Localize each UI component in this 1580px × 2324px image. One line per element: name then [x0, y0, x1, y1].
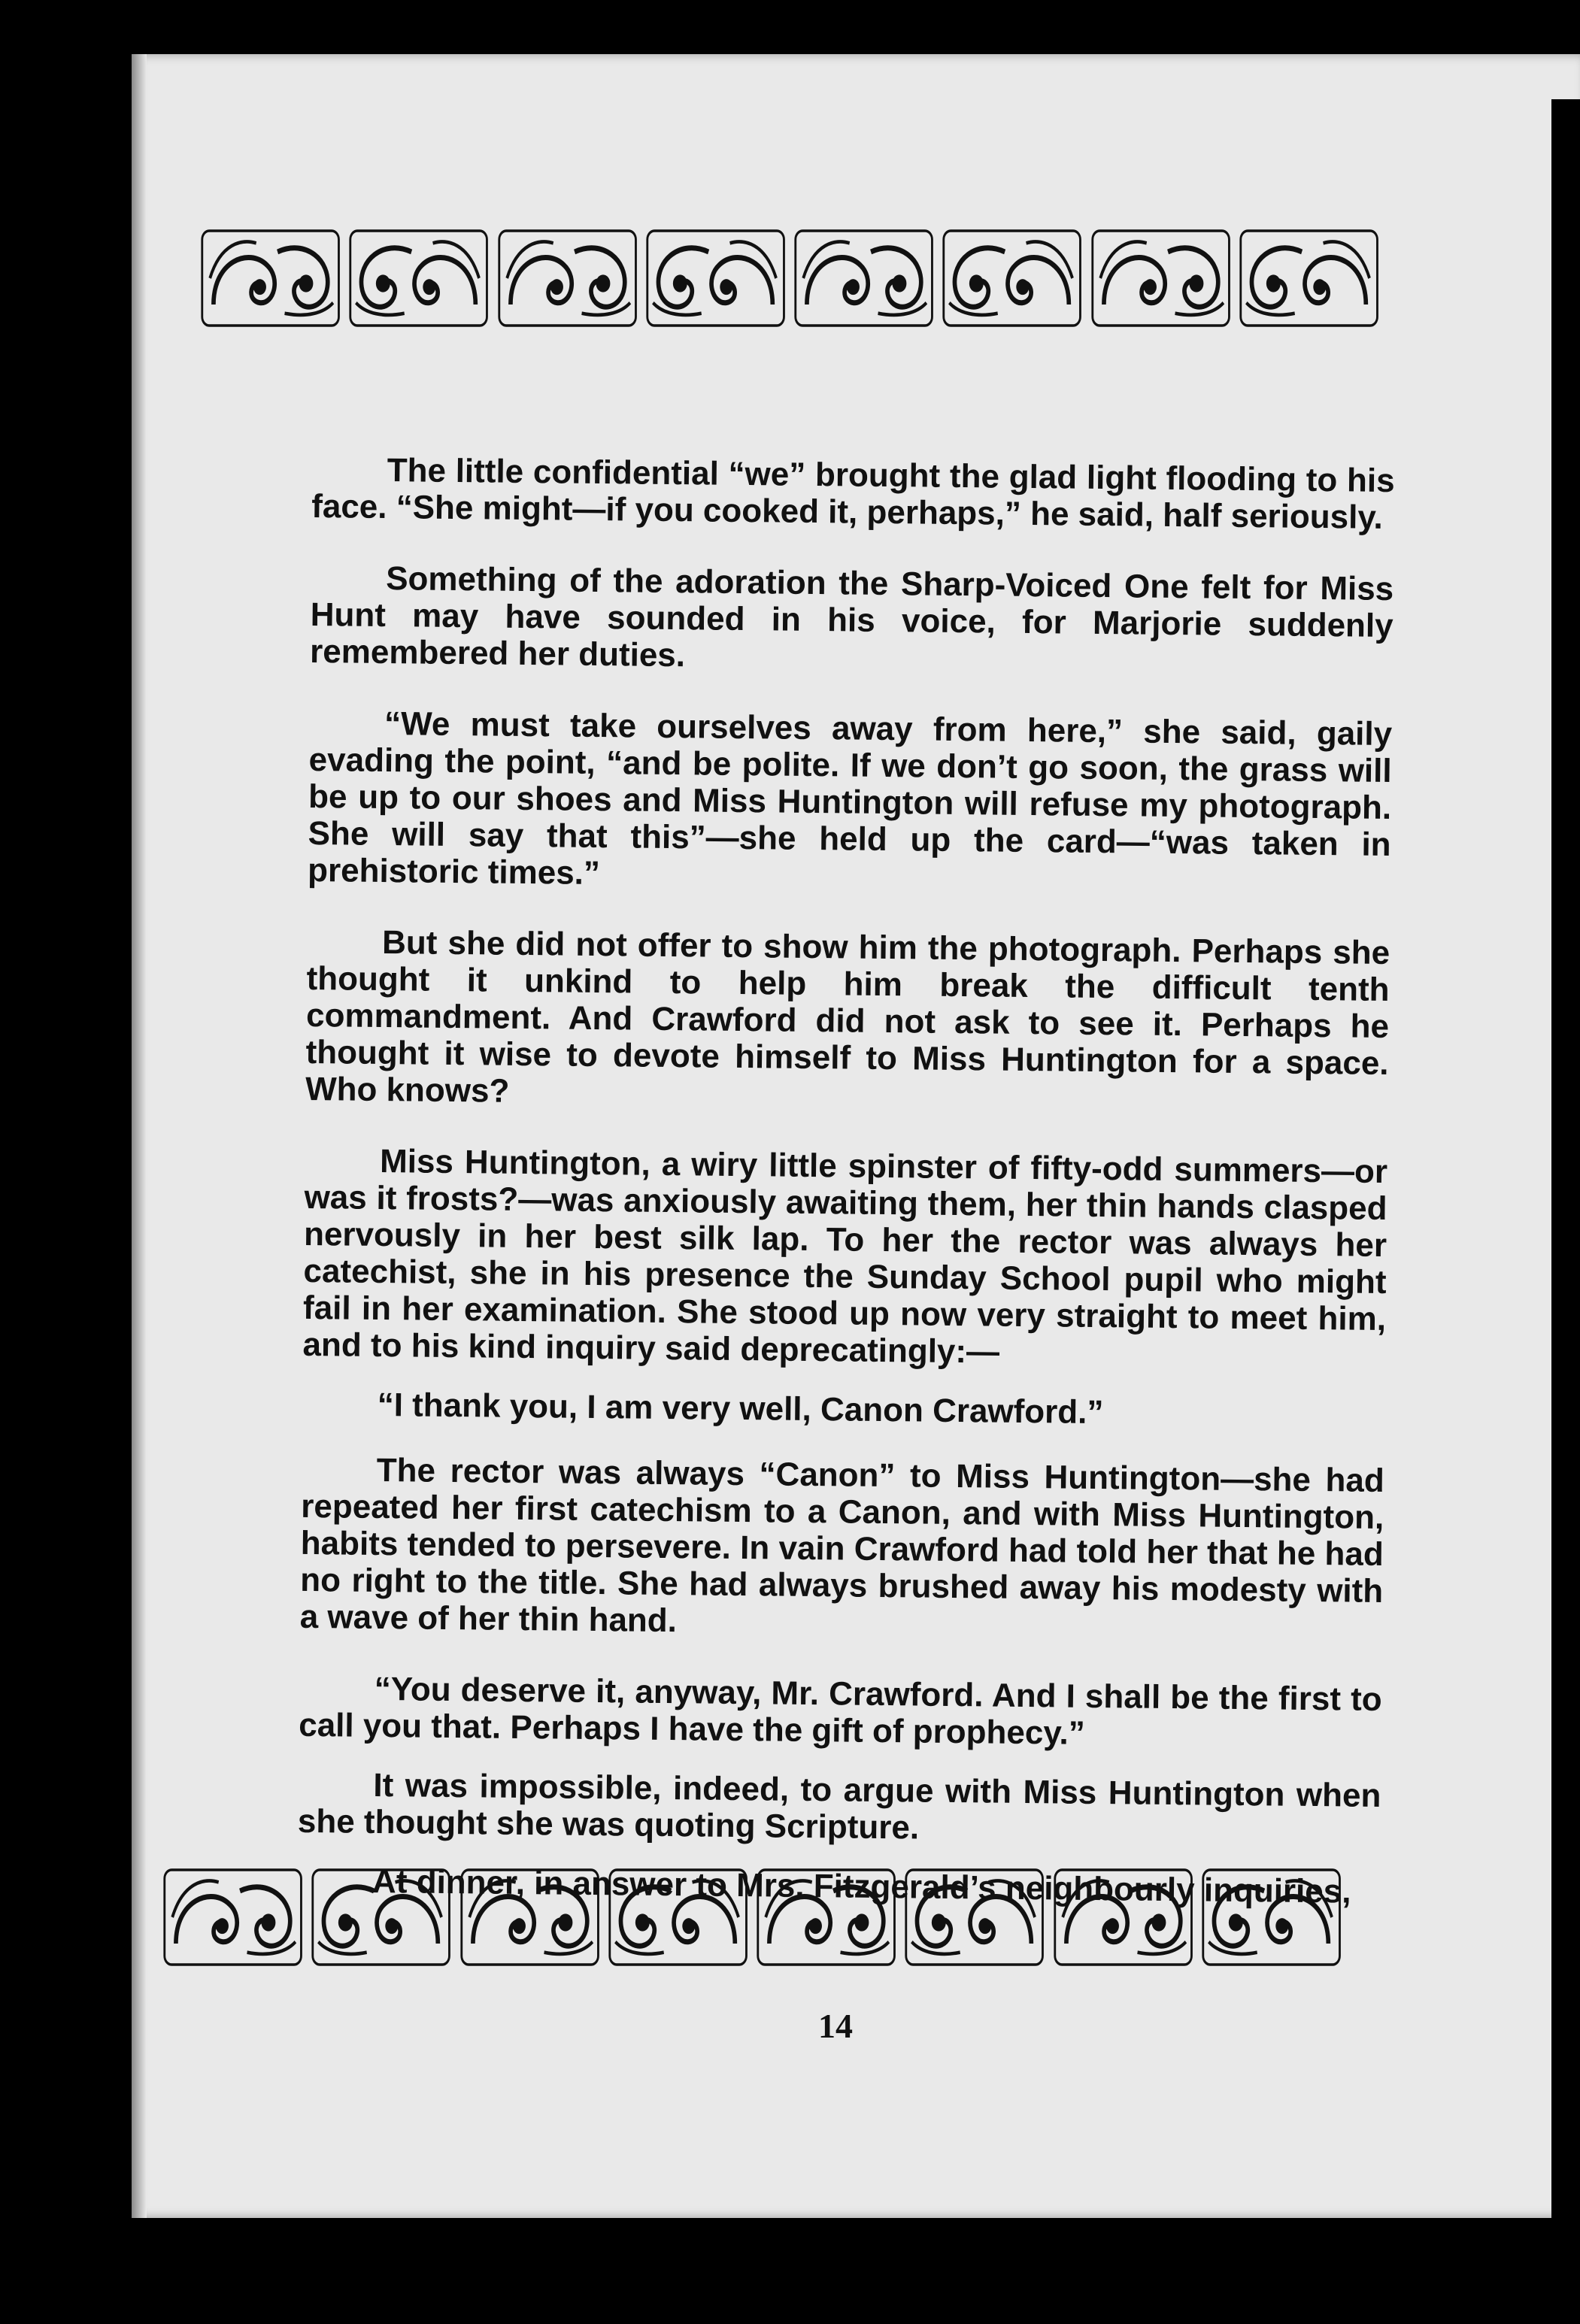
- paragraph-6: “I thank you, I am very well, Canon Crawford.”: [377, 1386, 1104, 1432]
- scroll-flourish-icon: [459, 1865, 601, 1970]
- scroll-flourish-icon: [1090, 226, 1232, 331]
- scroll-flourish-icon: [1238, 226, 1380, 331]
- scroll-flourish-icon: [496, 226, 638, 331]
- scroll-flourish-icon: [903, 1865, 1045, 1970]
- page-number: 14: [818, 2007, 853, 2045]
- paragraph-9: It was impossible, indeed, to argue with Miss Huntington when she thought she was quoting Scripture.: [297, 1766, 1381, 1847]
- scroll-flourish-icon: [644, 226, 787, 331]
- scroll-flourish-icon: [347, 226, 490, 331]
- body-text: [296, 451, 1395, 1945]
- scroll-flourish-icon: [162, 1865, 304, 1970]
- paragraph-5: Miss Huntington, a wiry little spinster of fifty-odd summers—or was it frosts?—was anxiously awaiting them, her thin hands clasped nervously in her best silk lap. To her the rector was always her catechist, she in his presence the Sunday School pupil who might fail in her examination. She stood up now very straight to meet him, and to his kind inquiry said deprecatingly:—: [302, 1142, 1388, 1371]
- paragraph-3: “We must take ourselves away from here,” she said, gaily evading the point, “and be polite. If we don’t go soon, the grass will be up to our shoes and Miss Huntington will refuse my photograph. She will say that this”—she held up the card—“was taken in prehistoric times.”: [307, 705, 1393, 892]
- paragraph-4: But she did not offer to show him the photograph. Perhaps she thought it unkind to help him break the difficult tenth commandment. And Crawford did not ask to see it. Perhaps he thought it wise to devote himself to Miss Huntington for a space. Who knows?: [305, 924, 1390, 1110]
- paragraph-2: Something of the adoration the Sharp-Voiced One felt for Miss Hunt may have sounded in his voice, for Marjorie suddenly remembered her duties.: [309, 560, 1394, 674]
- scroll-flourish-icon: [1200, 1865, 1342, 1970]
- paragraph-1: The little confidential “we” brought the glad light flooding to his face. “She might—if you cooked it, perhaps,” he said, half seriously.: [311, 452, 1395, 536]
- paragraph-8: “You deserve it, anyway, Mr. Crawford. And I shall be the first to call you that. Perhaps I have the gift of prophecy.”: [298, 1670, 1382, 1752]
- spine-shadow: [132, 54, 147, 2218]
- paragraph-10: At dinner, in answer to Mrs. Fitzgerald’s neighbourly inquiries,: [371, 1862, 1351, 1910]
- paragraph-7: The rector was always “Canon” to Miss Huntington—she had repeated her first catechism to a Canon, and with Miss Huntington, habits tended to persevere. In vain Crawford had told her that he had no right to the title. She had always brushed away his modesty with a wave of her thin hand.: [299, 1451, 1384, 1640]
- scroll-flourish-icon: [793, 226, 935, 331]
- bottom-ornamental-border: [162, 1865, 1342, 1970]
- scroll-flourish-icon: [755, 1865, 897, 1970]
- scroll-flourish-icon: [607, 1865, 749, 1970]
- scroll-flourish-icon: [199, 226, 341, 331]
- scroll-flourish-icon: [941, 226, 1083, 331]
- top-ornamental-border: [199, 226, 1380, 331]
- scroll-flourish-icon: [1052, 1865, 1194, 1970]
- page-edge-strip: [1551, 99, 1580, 2219]
- scroll-flourish-icon: [310, 1865, 452, 1970]
